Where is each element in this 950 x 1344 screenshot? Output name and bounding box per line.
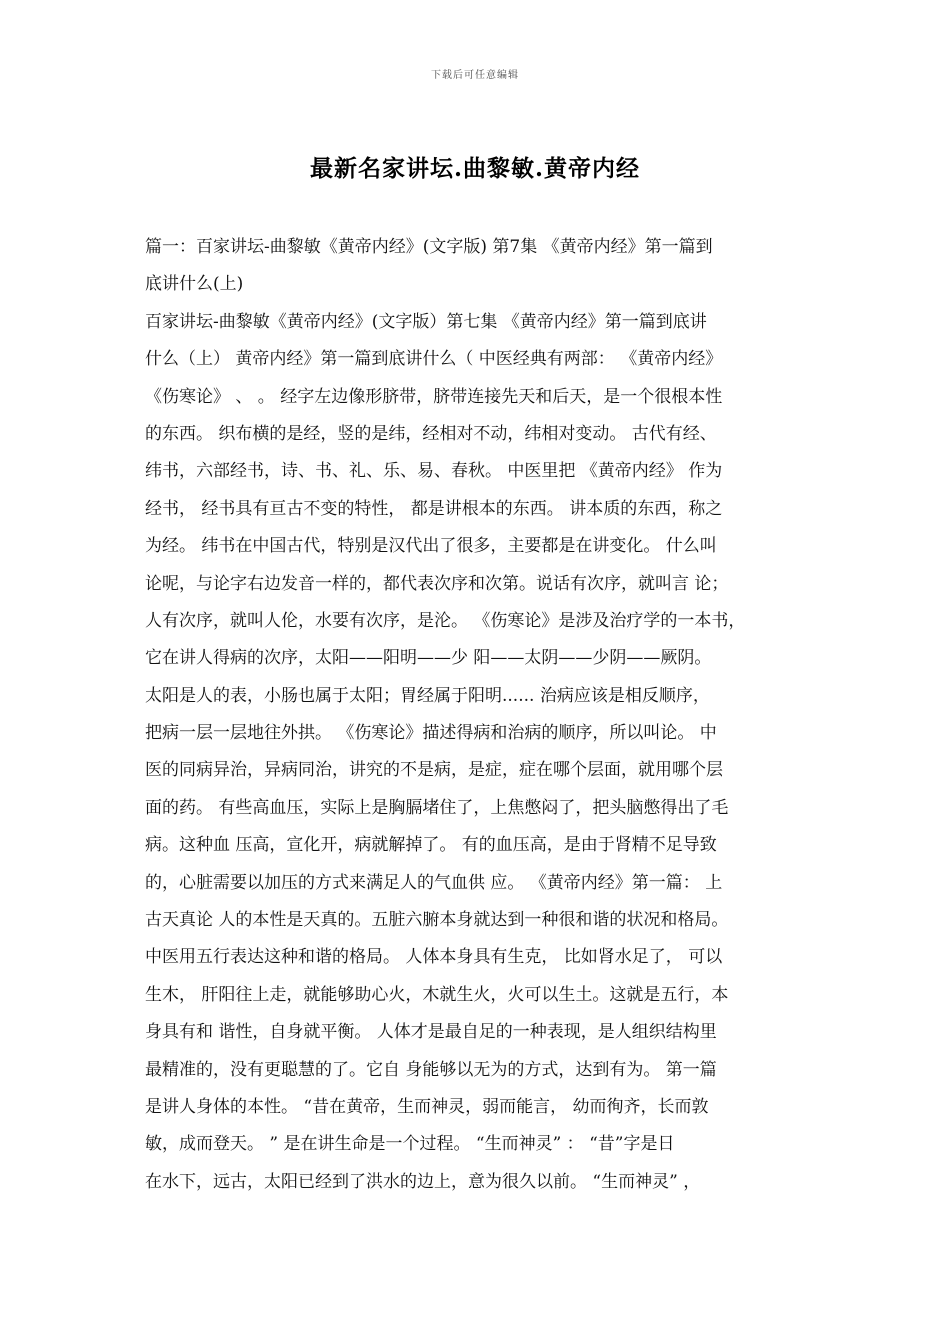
body-line: 太阳是人的表，小肠也属于太阳；胃经属于阳明...... 治病应该是相反顺序， [145,685,710,706]
body-line: 最精准的，没有更聪慧的了。它自 身能够以无为的方式，达到有为。 第一篇 [145,1059,717,1080]
document-body [145,229,813,1201]
page-header: 下载后可任意编辑 [431,70,519,81]
body-line: 百家讲坛-曲黎敏《黄帝内经》(文字版）第七集 《黄帝内经》第一篇到底讲 [145,311,707,332]
body-line: 论呢，与论字右边发音一样的，都代表次序和次第。说话有次序，就叫言 论； [145,573,729,594]
body-line: 篇一：百家讲坛-曲黎敏《黄帝内经》(文字版) 第7集 《黄帝内经》第一篇到 [145,237,713,257]
body-line: 是讲人身体的本性。 “昔在黄帝，生而神灵，弱而能言， 幼而徇齐，长而敦 [145,1096,709,1117]
body-line: 敏，成而登天。 ” 是在讲生命是一个过程。 “生而神灵” ： “昔”字是日 [145,1134,675,1155]
body-line: 经书， 经书具有亘古不变的特性， 都是讲根本的东西。 讲本质的东西，称之 [145,498,723,519]
body-line: 在水下，远古，太阳已经到了洪水的边上，意为很久以前。 “生而神灵” ， [145,1171,701,1192]
document-title: 最新名家讲坛.曲黎敏.黄帝内经 [309,155,640,182]
body-line: 它在讲人得病的次序，太阳——阳明——少 阳——太阴——少阴——厥阴。 [145,648,712,669]
body-line: 的，心脏需要以加压的方式来满足人的气血供 应。 《黄帝内经》第一篇： 上 [145,872,723,893]
body-line: 《伤寒论》 、 。 经字左边像形脐带，脐带连接先天和后天，是一个很根本性 [145,386,723,407]
body-line: 底讲什么(上) [145,274,244,295]
body-line: 为经。 纬书在中国古代，特别是汉代出了很多，主要都是在讲变化。 什么叫 [145,536,717,557]
body-line: 生木， 肝阳往上走，就能够助心火，木就生火，火可以生土。这就是五行，本 [145,984,729,1005]
body-line: 面的药。 有些高血压，实际上是胸膈堵住了，上焦憋闷了，把头脑憋得出了毛 [145,797,729,818]
body-line: 的东西。 织布横的是经，竖的是纬，经相对不动，纬相对变动。 古代有经、 [145,423,717,444]
body-line: 人有次序，就叫人伦，水要有次序，是沦。 《伤寒论》是涉及治疗学的一本书， [145,610,746,631]
body-line: 病。这种血 压高，宣化开，病就解掉了。 有的血压高，是由于肾精不足导致 [145,835,717,856]
body-line: 身具有和 谐性，自身就平衡。 人体才是最自足的一种表现，是人组织结构里 [145,1022,717,1043]
body-line: 把病一层一层地往外拱。 《伤寒论》描述得病和治病的顺序，所以叫论。 中 [145,723,717,744]
body-line: 什么（上） 黄帝内经》第一篇到底讲什么（ 中医经典有两部： 《黄帝内经》 [145,349,723,370]
body-line: 医的同病异治，异病同治，讲究的不是病，是症，症在哪个层面，就用哪个层 [145,760,723,781]
body-line: 古天真论 人的本性是天真的。五脏六腑本身就达到一种很和谐的状况和格局。 [145,910,729,931]
body-line: 纬书，六部经书，诗、书、礼、乐、易、春秋。 中医里把 《黄帝内经》 作为 [145,461,723,482]
body-line: 中医用五行表达这种和谐的格局。 人体本身具有生克， 比如肾水足了， 可以 [145,947,723,968]
